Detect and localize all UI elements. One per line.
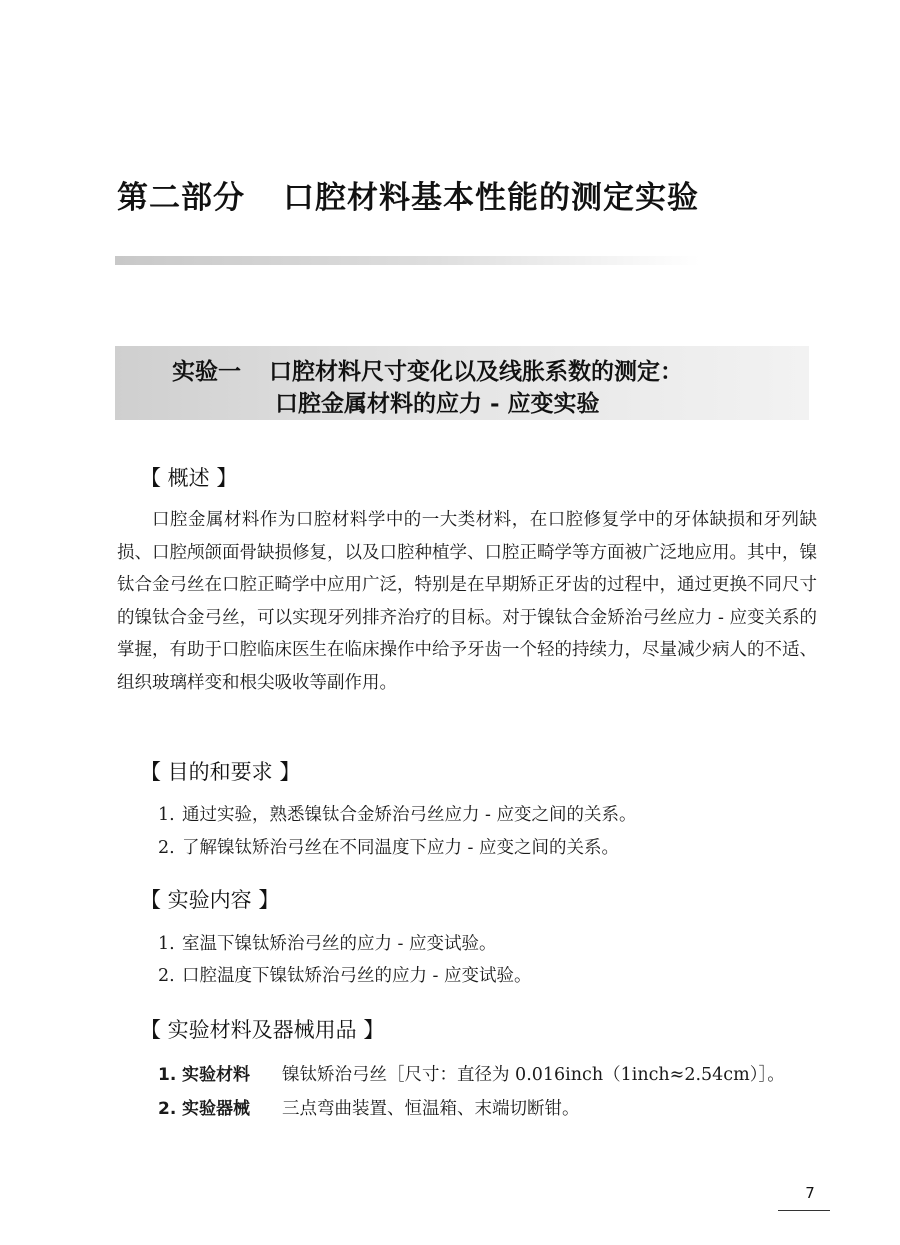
purpose-heading: 【 目的和要求 】 xyxy=(140,760,301,784)
item-number: 2. xyxy=(158,966,175,986)
item-number: 1. xyxy=(158,805,175,825)
content-heading: 【 实验内容 】 xyxy=(140,888,280,912)
item-number: 2. xyxy=(158,838,175,858)
item-text: 三点弯曲装置、恒温箱、末端切断钳。 xyxy=(282,1099,580,1119)
item-text: 室温下镍钛矫治弓丝的应力 - 应变试验。 xyxy=(182,934,497,954)
part-number: 第二部分 xyxy=(117,180,245,216)
part-title-text: 口腔材料基本性能的测定实验 xyxy=(283,180,699,216)
overview-heading: 【 概述 】 xyxy=(140,466,238,490)
item-label: 实验材料 xyxy=(182,1065,250,1085)
materials-item xyxy=(158,1094,818,1120)
experiment-title-text: 口腔材料尺寸变化以及线胀系数的测定： xyxy=(269,358,683,385)
item-text: 了解镍钛矫治弓丝在不同温度下应力 - 应变之间的关系。 xyxy=(182,838,620,858)
item-number: 1. xyxy=(158,1065,177,1085)
item-number: 1. xyxy=(158,934,175,954)
experiment-title-line2: 口腔金属材料的应力 - 应变实验 xyxy=(275,390,600,417)
purpose-item xyxy=(158,834,818,859)
item-number: 2. xyxy=(158,1099,177,1119)
content-item xyxy=(158,930,818,955)
materials-item xyxy=(158,1060,818,1086)
item-text: 镍钛矫治弓丝［尺寸：直径为 0.016inch（1inch≈2.54cm）］。 xyxy=(282,1065,785,1085)
page-number-rule xyxy=(778,1210,830,1211)
purpose-item xyxy=(158,801,818,826)
part-title-rule xyxy=(115,256,700,265)
item-text: 通过实验，熟悉镍钛合金矫治弓丝应力 - 应变之间的关系。 xyxy=(182,805,637,825)
item-text: 口腔温度下镍钛矫治弓丝的应力 - 应变试验。 xyxy=(182,966,532,986)
part-title xyxy=(117,172,817,217)
experiment-title-line1 xyxy=(172,353,792,386)
overview-paragraph: 口腔金属材料作为口腔材料学中的一大类材料，在口腔修复学中的牙体缺损和牙列缺损、口腔颅颌面骨缺损修复，以及口腔种植学、口腔正畸学等方面被广泛地应用。其中，镍钛合金弓丝在口腔正畸学中应用广泛，特别是在早期矫正牙齿的过程中，通过更换不同尺寸的镍钛合金弓丝，可以实现牙列排齐治疗的目标。对于镍钛合金矫治弓丝应力 - 应变关系的掌握，有助于口腔临床医生在临床操作中给予牙齿一个轻的持续力，尽量减少病人的不适、组织玻璃样变和根尖吸收等副作用。 xyxy=(117,510,817,693)
materials-heading: 【 实验材料及器械用品 】 xyxy=(140,1018,385,1042)
item-label: 实验器械 xyxy=(182,1099,250,1119)
page-number: 7 xyxy=(805,1184,815,1202)
experiment-number: 实验一 xyxy=(172,358,241,385)
content-item xyxy=(158,962,818,987)
